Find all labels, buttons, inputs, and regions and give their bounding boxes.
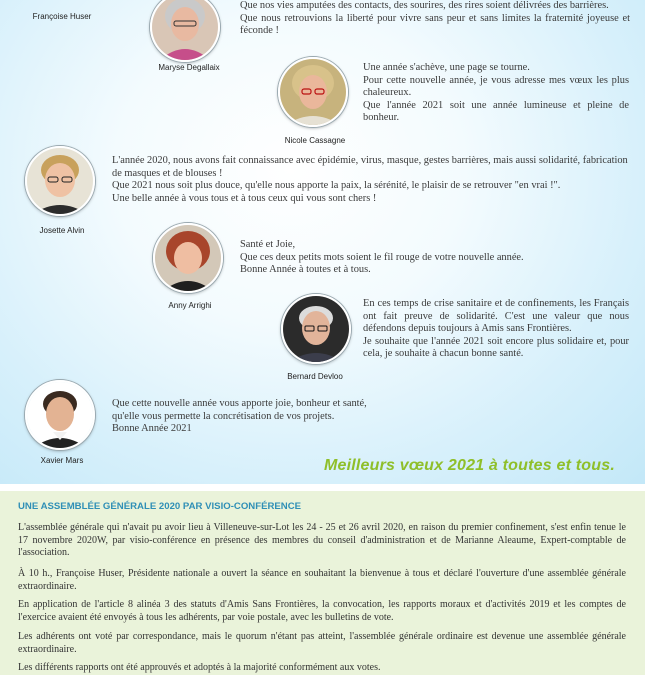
member-photo — [25, 146, 95, 216]
member-name: Nicole Cassagne — [284, 136, 346, 145]
member-photo — [25, 380, 95, 450]
member-photo — [153, 223, 223, 293]
member-name: Françoise Huser — [32, 12, 92, 21]
member-name: Maryse Degallaix — [158, 63, 220, 72]
assembly-paragraph: À 10 h., Françoise Huser, Présidente nationale a ouvert la séance en souhaitant la bienvenue à tous et déclaré l'ouverture d'une assemblée générale extraordinaire. — [18, 568, 626, 592]
greeting-headline: Meilleurs vœux 2021 à toutes et tous. — [323, 457, 615, 474]
member-photo — [281, 294, 351, 364]
member-name: Xavier Mars — [40, 456, 84, 465]
assembly-paragraph: En application de l'article 8 alinéa 3 des statuts d'Amis Sans Frontières, la convocation, les rapports moraux et d'activités 2019 et les comptes de l'exercice avaient été envoyés à tous les adhérents, par voie postale, avec les bulletins de vote. — [18, 599, 626, 623]
member-name: Josette Alvin — [39, 226, 85, 235]
member-name: Anny Arrighi — [168, 301, 212, 310]
member-message: L'année 2020, nous avons fait connaissance avec épidémie, virus, masque, gestes barrières, mais aussi solidarité, fabrication de masques et de blouses ! Que 2021 nous soit plus douce, qu'elle nous apporte la paix, la sérénité, le plaisir de se retrouver "en vrai !". Une belle année à vous tous et à tous ceux qui vous sont chers ! — [112, 155, 628, 204]
member-message: Santé et Joie, Que ces deux petits mots soient le fil rouge de votre nouvelle année. Bonne Année à toutes et à tous. — [240, 239, 524, 276]
member-message: Une année s'achève, une page se tourne. Pour cette nouvelle année, je vous adresse mes vœux les plus chaleureux. Que l'année 2021 soit une année lumineuse et pleine de bonheur. — [363, 62, 629, 124]
assembly-title: UNE ASSEMBLÉE GÉNÉRALE 2020 PAR VISIO-CONFÉRENCE — [18, 501, 302, 512]
member-message: Que cette nouvelle année vous apporte joie, bonheur et santé, qu'elle vous permette la concrétisation de vos projets. Bonne Année 2021 — [112, 398, 367, 435]
member-photo — [278, 57, 348, 127]
assembly-paragraph: L'assemblée générale qui n'avait pu avoir lieu à Villeneuve-sur-Lot les 24 - 25 et 26 avril 2020, en raison du premier confinement, s'est enfin tenue le 17 novembre 2020W, par visio-conférence en présence des membres du conseil d'administration et de Marianne Aleaume, Expert-comptable de l'association. — [18, 522, 626, 559]
assembly-paragraph: Les différents rapports ont été approuvés et adoptés à la majorité conformément aux votes. — [18, 662, 381, 673]
member-name: Bernard Devloo — [287, 372, 343, 381]
member-message: Que nos vies amputées des contacts, des sourires, des rires soient délivrées des barrières. Que nous retrouvions la liberté pour vivre sans peur et sans limites la fraternité joyeuse et féconde ! — [240, 0, 630, 37]
member-message: En ces temps de crise sanitaire et de confinements, les Français ont fait preuve de solidarité. C'est une valeur que nous défendons depuis toujours à Amis sans Frontières. Je souhaite que l'année 2021 soit encore plus solidaire et, pour cela, je souhaite à chacun bonne santé. — [363, 298, 629, 360]
assembly-paragraph: Les adhérents ont voté par correspondance, mais le quorum n'étant pas atteint, l'assemblée générale ordinaire est devenue une assemblée générale extraordinaire. — [18, 631, 626, 655]
